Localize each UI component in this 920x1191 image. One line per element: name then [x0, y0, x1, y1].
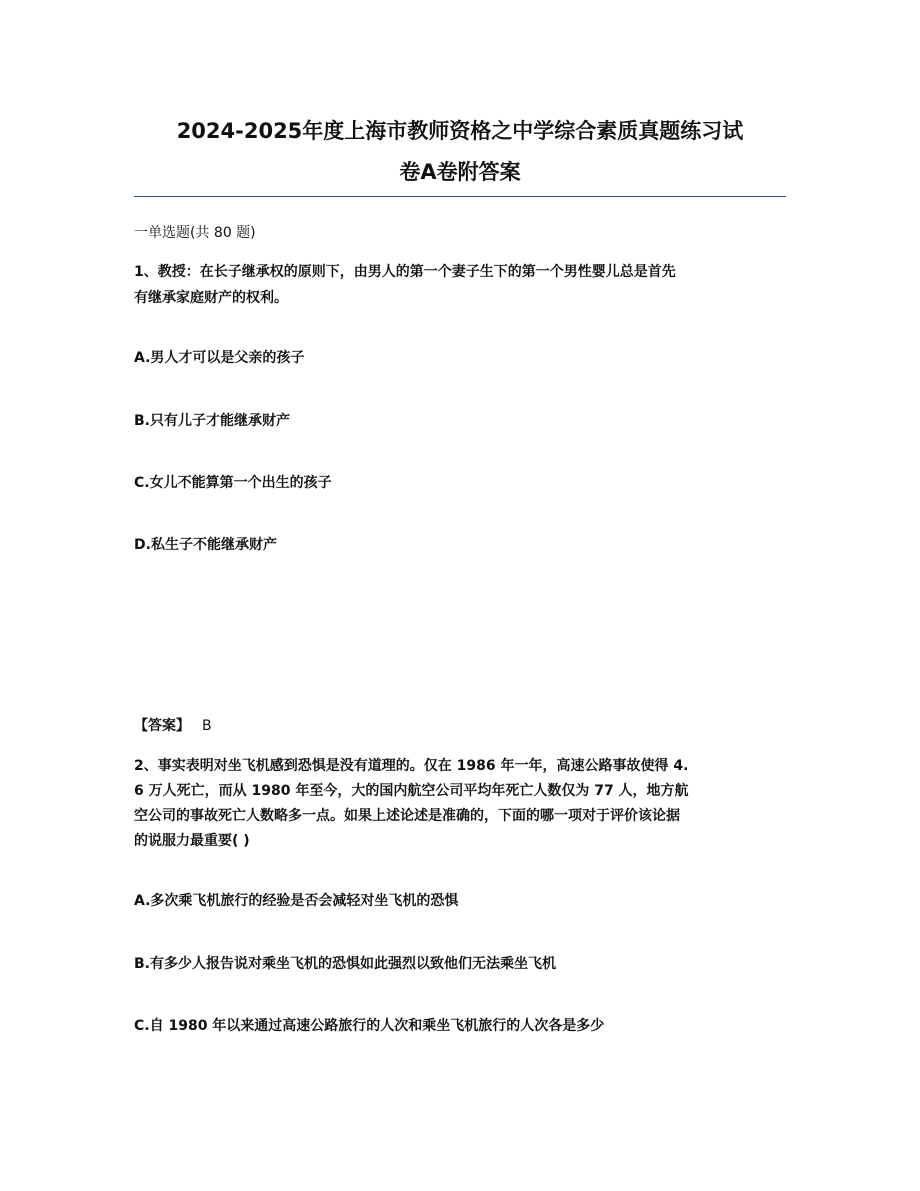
- document-title-line-2: 卷A卷附答案: [399, 160, 521, 184]
- question-2-option-a: A.多次乘飞机旅行的经验是否会减轻对坐飞机的恐惧: [134, 893, 459, 909]
- question-1-answer: [134, 713, 786, 739]
- question-1-stem-line-2: 有继承家庭财产的权利。: [134, 290, 288, 306]
- question-2-stem-line-4: 的说服力最重要( ): [134, 833, 250, 849]
- question-1-option-c: C.女儿不能算第一个出生的孩子: [134, 475, 332, 491]
- question-2-option-b: B.有多少人报告说对乘坐飞机的恐惧如此强烈以致他们无法乘坐飞机: [134, 956, 556, 972]
- question-2-stem-line-3: 空公司的事故死亡人数略多一点。如果上述论述是准确的，下面的哪一项对于评价该论据: [134, 808, 680, 824]
- question-2-option-c: C.自 1980 年以来通过高速公路旅行的人次和乘坐飞机旅行的人次各是多少: [134, 1018, 605, 1034]
- question-2-stem-line-1: 2、事实表明对坐飞机感到恐惧是没有道理的。仅在 1986 年一年，高速公路事故使得 4.: [134, 758, 689, 774]
- question-1-option-b: B.只有儿子才能继承财产: [134, 413, 290, 429]
- document-title-line-1: 2024-2025年度上海市教师资格之中学综合素质真题练习试: [176, 119, 744, 143]
- question-1-option-d: D.私生子不能继承财产: [134, 537, 277, 553]
- answer-label: 【答案】: [134, 718, 190, 734]
- title-divider: [134, 196, 786, 197]
- question-1-option-a: A.男人才可以是父亲的孩子: [134, 350, 305, 366]
- answer-value: B: [202, 718, 212, 734]
- question-1-stem-line-1: 1、教授：在长子继承权的原则下，由男人的第一个妻子生下的第一个男性婴儿总是首先: [134, 264, 676, 280]
- section-heading: 一单选题(共 80 题): [134, 225, 256, 241]
- question-2-stem-line-2: 6 万人死亡，而从 1980 年至今，大的国内航空公司平均年死亡人数仅为 77 人，地方航: [134, 783, 689, 799]
